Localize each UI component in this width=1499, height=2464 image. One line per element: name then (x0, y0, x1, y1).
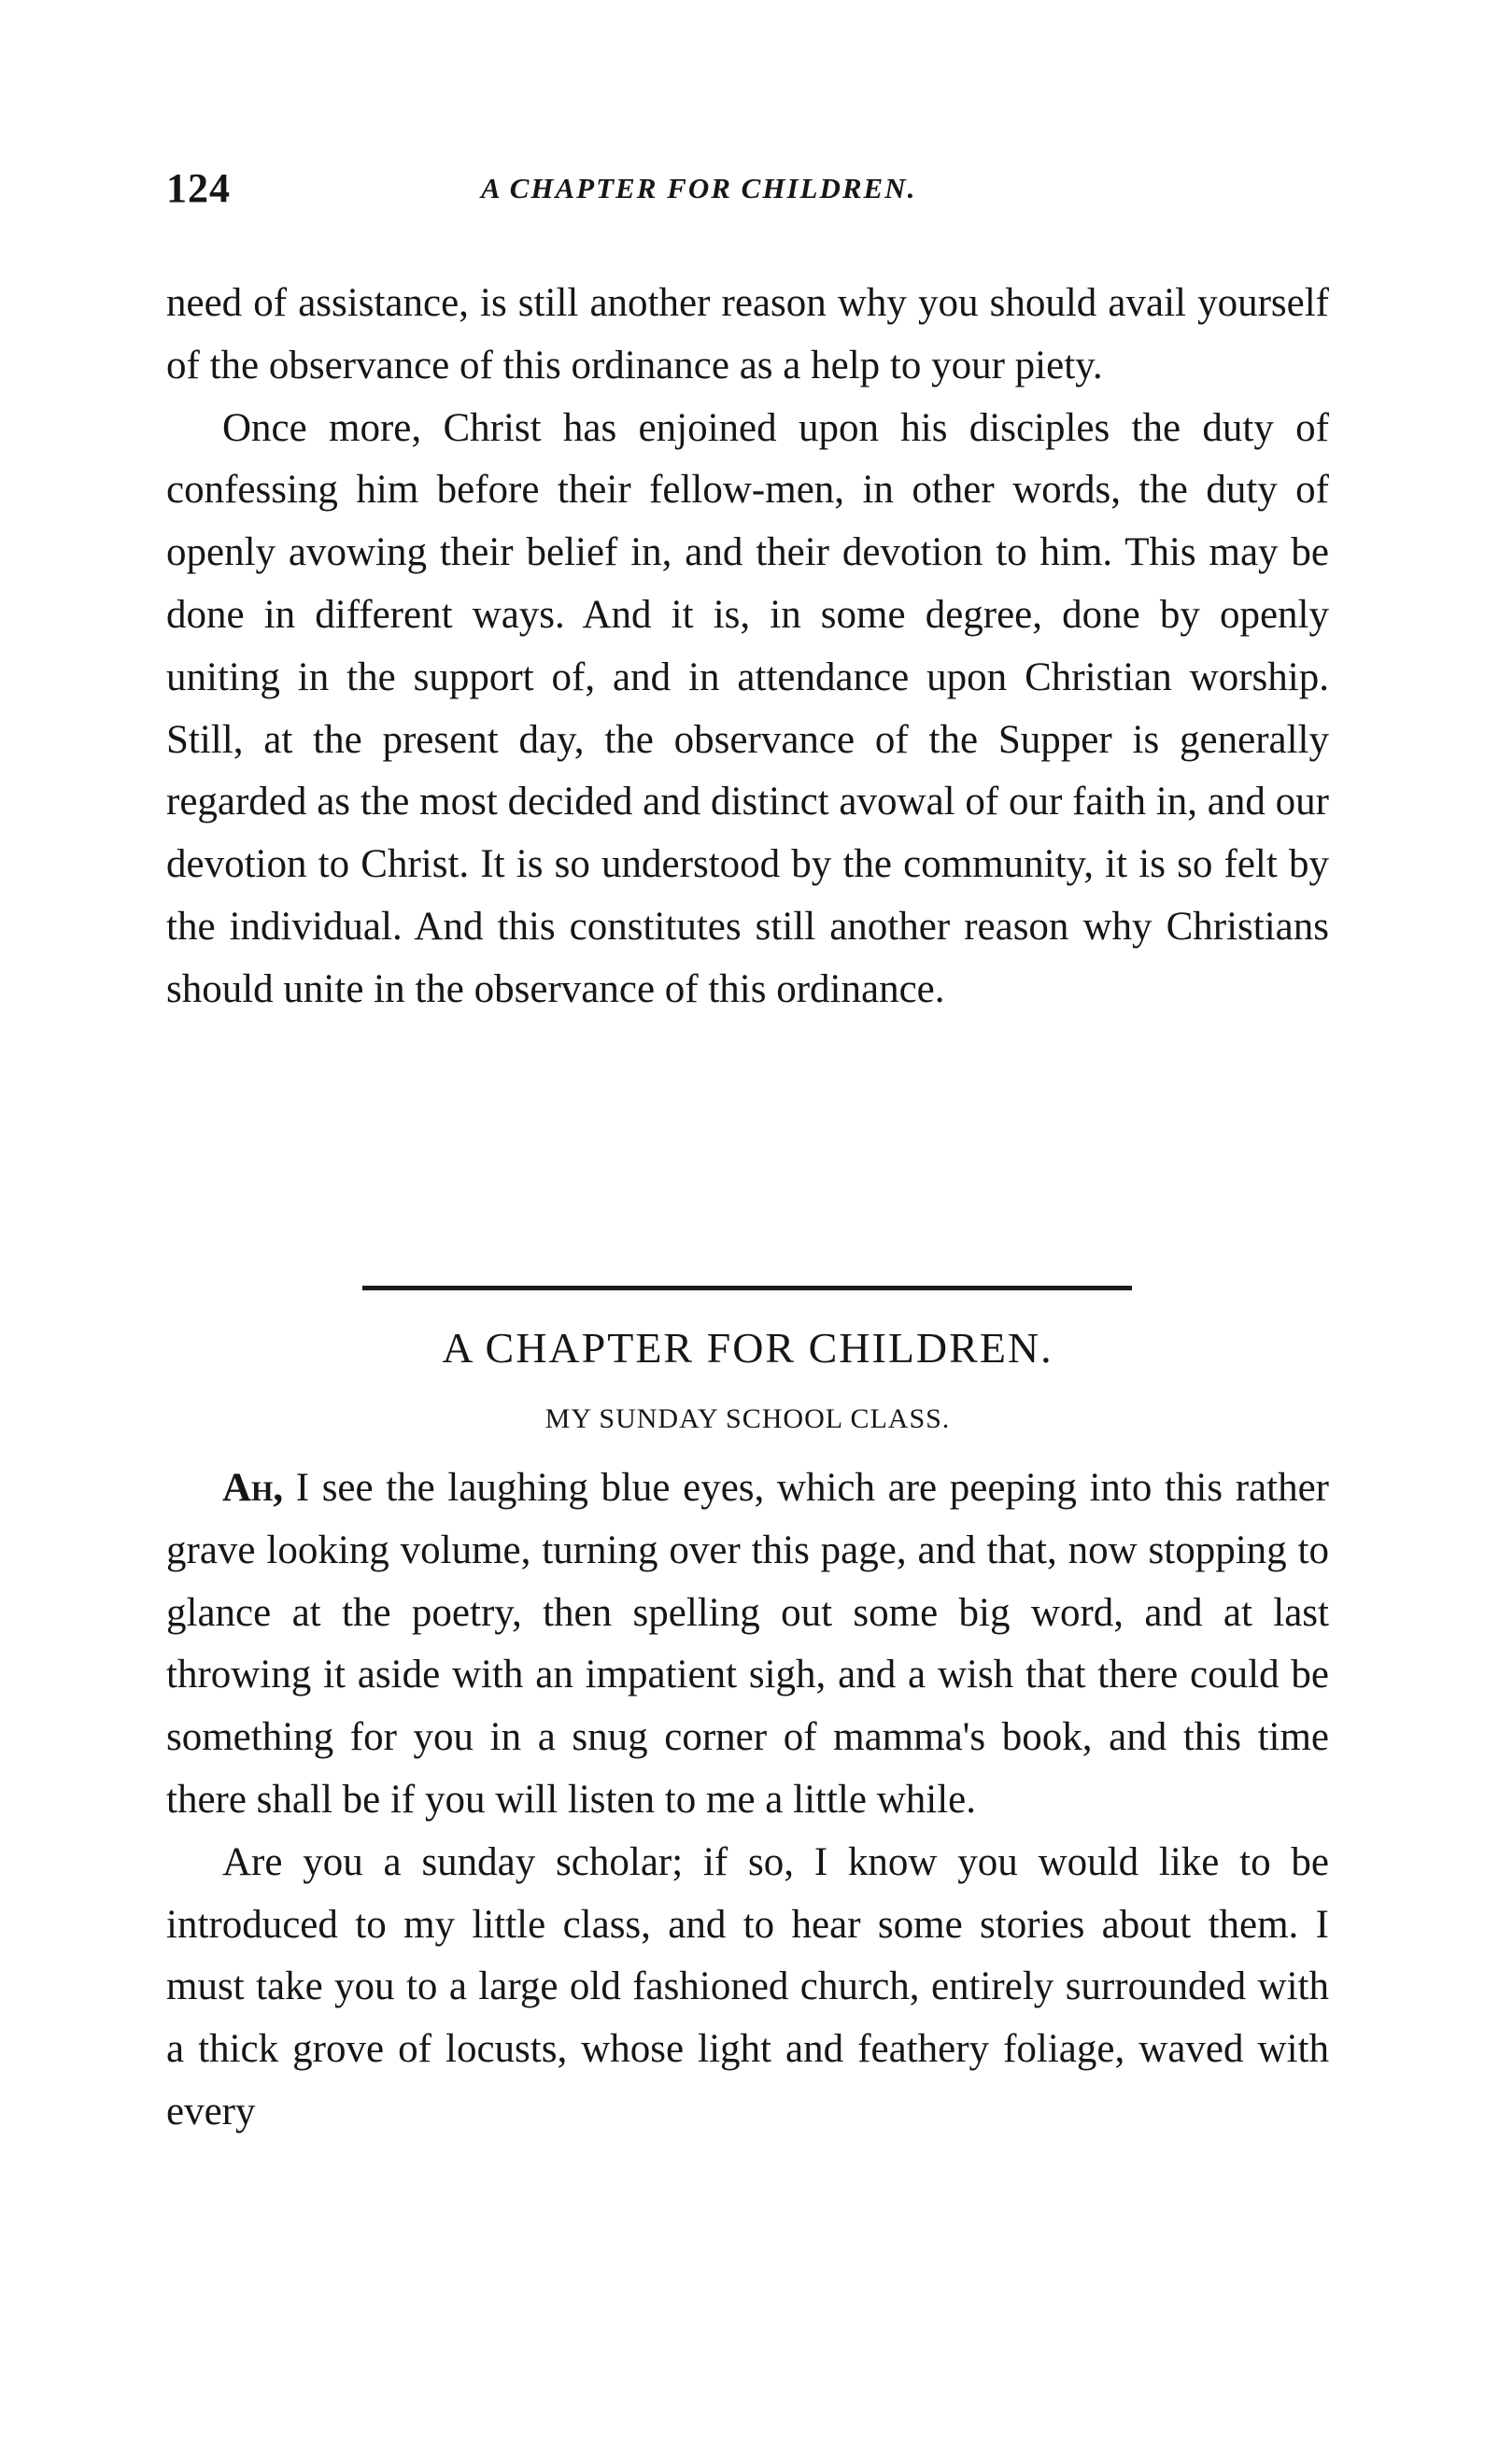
paragraph: Once more, Christ has enjoined upon his disciples the duty of confessing him before their fellow-men, in other words, the duty of openly avowing their belief in, and their devotion to him. This may be done in different ways. And it is, in some degree, done by openly uniting in the support of, and in attendance upon Christian worship. Still, at the present day, the observance of the Supper is generally regarded as the most decided and distinct avowal of our faith in, and our devotion to Christ. It is so understood by the community, it is so felt by the individual. And this constitutes still another reason why Christians should unite in the observance of this ordinance. (166, 405, 1329, 1011)
chapter-title: A CHAPTER FOR CHILDREN. (442, 1324, 1054, 1372)
continued-text-section (166, 273, 1329, 1021)
running-title: A CHAPTER FOR CHILDREN. (481, 172, 917, 204)
chapter-text-section (166, 1457, 1329, 2144)
page-number: 124 (166, 165, 231, 211)
section-divider-rule (362, 1286, 1132, 1290)
running-head (166, 164, 1329, 220)
opening-word: Ah, (222, 1466, 284, 1510)
paragraph: need of assistance, is still another reason why you should avail yourself of the observance of this ordinance as a help to your piety. (166, 281, 1329, 387)
paragraph-text: I see the laughing blue eyes, which are peeping into this rather grave looking volume, turning over this page, and that, now stopping to glance at the poetry, then spelling out some big word, and at last throwing it aside with an impatient sigh, and a wish that there could be something for you in a snug corner of mamma's book, and this time there shall be if you will listen to me a little while. (166, 1466, 1329, 1822)
section-subtitle: MY SUNDAY SCHOOL CLASS. (544, 1403, 951, 1434)
paragraph: Are you a sunday scholar; if so, I know you would like to be introduced to my little class, and to hear some stories about them. I must take you to a large old fashioned church, entirely surrounded with a thick grove of locusts, whose light and feathery foliage, waved with every (166, 1839, 1329, 2133)
paragraph (166, 1457, 1329, 1832)
